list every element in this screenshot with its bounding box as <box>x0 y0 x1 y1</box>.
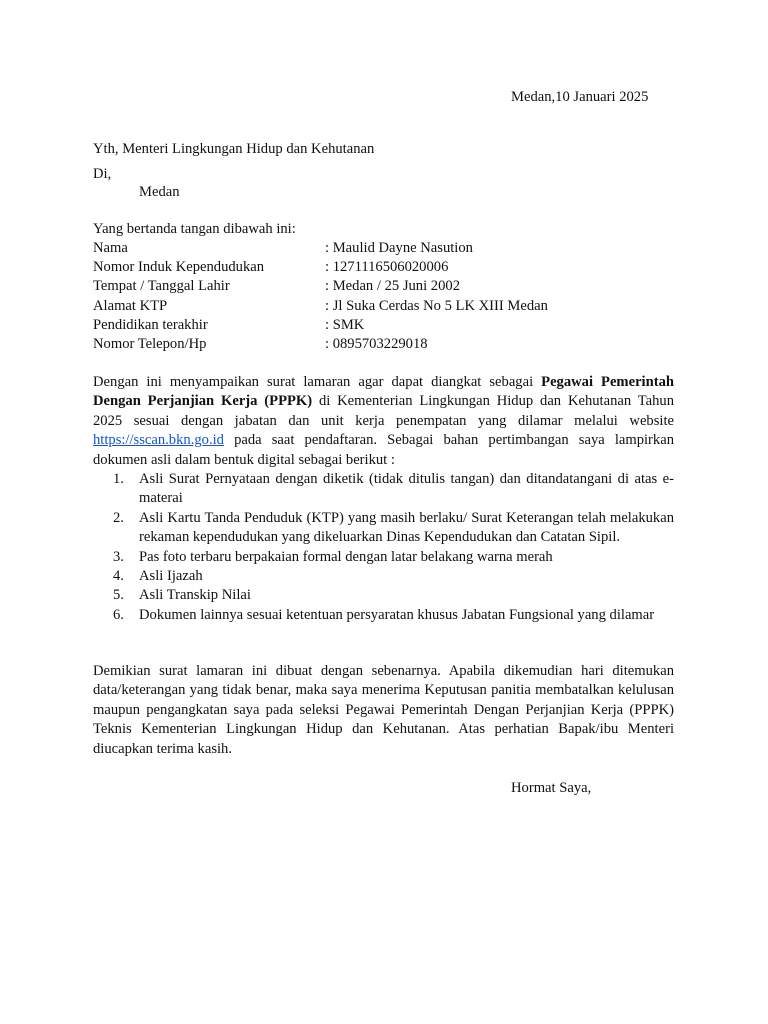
closing-paragraph: Demikian surat lamaran ini dibuat dengan sebenarnya. Apabila dikemudian hari ditemukan data/keterangan yang tidak benar, maka saya menerima Keputusan panitia membatalkan kelulusan maupun pengangkatan saya pada seleksi Pegawai Pemerintah Dengan Perjanjian Kerja (PPPK) Teknis Kementerian Lingkungan Hidup dan Kehutanan. Atas perhatian Bapak/ibu Menteri diucapkan terima kasih. <box>93 663 674 757</box>
list-item <box>93 509 674 548</box>
sign-off: Hormat Saya, <box>511 780 592 796</box>
attachment-list <box>93 470 674 625</box>
list-number: 6. <box>113 606 124 623</box>
place-date: Medan,10 Januari 2025 <box>511 89 649 105</box>
field-value-nama: : Maulid Dayne Nasution <box>325 240 473 256</box>
body-text-2: di Kementerian Lingkungan Hidup dan Kehutanan Tahun 2025 sesuai dengan jabatan dan unit kerja penempatan yang dilamar melalui website <box>93 393 674 429</box>
field-label-nik: Nomor Induk Kependudukan <box>93 259 265 275</box>
recipient-city: Medan <box>139 184 180 200</box>
field-label-ttl: Tempat / Tanggal Lahir <box>93 278 230 294</box>
list-item <box>93 586 674 605</box>
field-label-telepon: Nomor Telepon/Hp <box>93 336 207 352</box>
list-number: 4. <box>113 568 124 585</box>
list-number: 2. <box>113 509 124 526</box>
body-text-1: Dengan ini menyampaikan surat lamaran agar dapat diangkat sebagai <box>93 374 542 390</box>
list-text: Asli Kartu Tanda Penduduk (KTP) yang masih berlaku/ Surat Keterangan telah melakukan rekaman kependudukan yang dikeluarkan Dinas Kependudukan dan Catatan Sipil. <box>139 509 674 546</box>
field-label-nama: Nama <box>93 240 128 256</box>
list-item <box>93 567 674 586</box>
body-paragraph <box>93 373 674 470</box>
list-text: Pas foto terbaru berpakaian formal dengan latar belakang warna merah <box>139 548 553 565</box>
list-number: 1. <box>113 471 124 487</box>
field-value-pendidikan: : SMK <box>325 317 365 333</box>
list-text: Asli Surat Pernyataan dengan diketik (tidak ditulis tangan) dan ditandatangani di atas e-materai <box>139 471 674 507</box>
list-item <box>93 606 674 625</box>
recipient: Yth, Menteri Lingkungan Hidup dan Kehutanan <box>93 141 375 157</box>
body-bold-pppk: Pegawai Pemerintah Dengan Perjanjian Kerja (PPPK) <box>93 374 674 410</box>
list-item <box>93 470 674 509</box>
list-item <box>93 548 674 567</box>
list-text: Asli Transkip Nilai <box>139 587 251 604</box>
list-number: 5. <box>113 587 124 604</box>
field-value-alamat: : Jl Suka Cerdas No 5 LK XIII Medan <box>325 298 548 314</box>
website-link[interactable]: https://sscan.bkn.go.id <box>93 432 224 449</box>
field-label-pendidikan: Pendidikan terakhir <box>93 317 208 333</box>
list-text: Asli Ijazah <box>139 568 203 585</box>
field-value-telepon: : 0895703229018 <box>325 336 428 352</box>
field-value-ttl: : Medan / 25 Juni 2002 <box>325 278 460 294</box>
body-text-3: pada saat pendaftaran. Sebagai bahan pertimbangan saya lampirkan dokumen asli dalam bentuk digital sebagai berikut : <box>93 432 674 468</box>
field-value-nik: : 1271116506020006 <box>325 259 449 275</box>
list-text: Dokumen lainnya sesuai ketentuan persyaratan khusus Jabatan Fungsional yang dilamar <box>139 606 655 623</box>
list-number: 3. <box>113 548 124 565</box>
field-label-alamat: Alamat KTP <box>93 298 168 314</box>
intro-text: Yang bertanda tangan dibawah ini: <box>93 221 296 237</box>
di-label: Di, <box>93 166 112 182</box>
